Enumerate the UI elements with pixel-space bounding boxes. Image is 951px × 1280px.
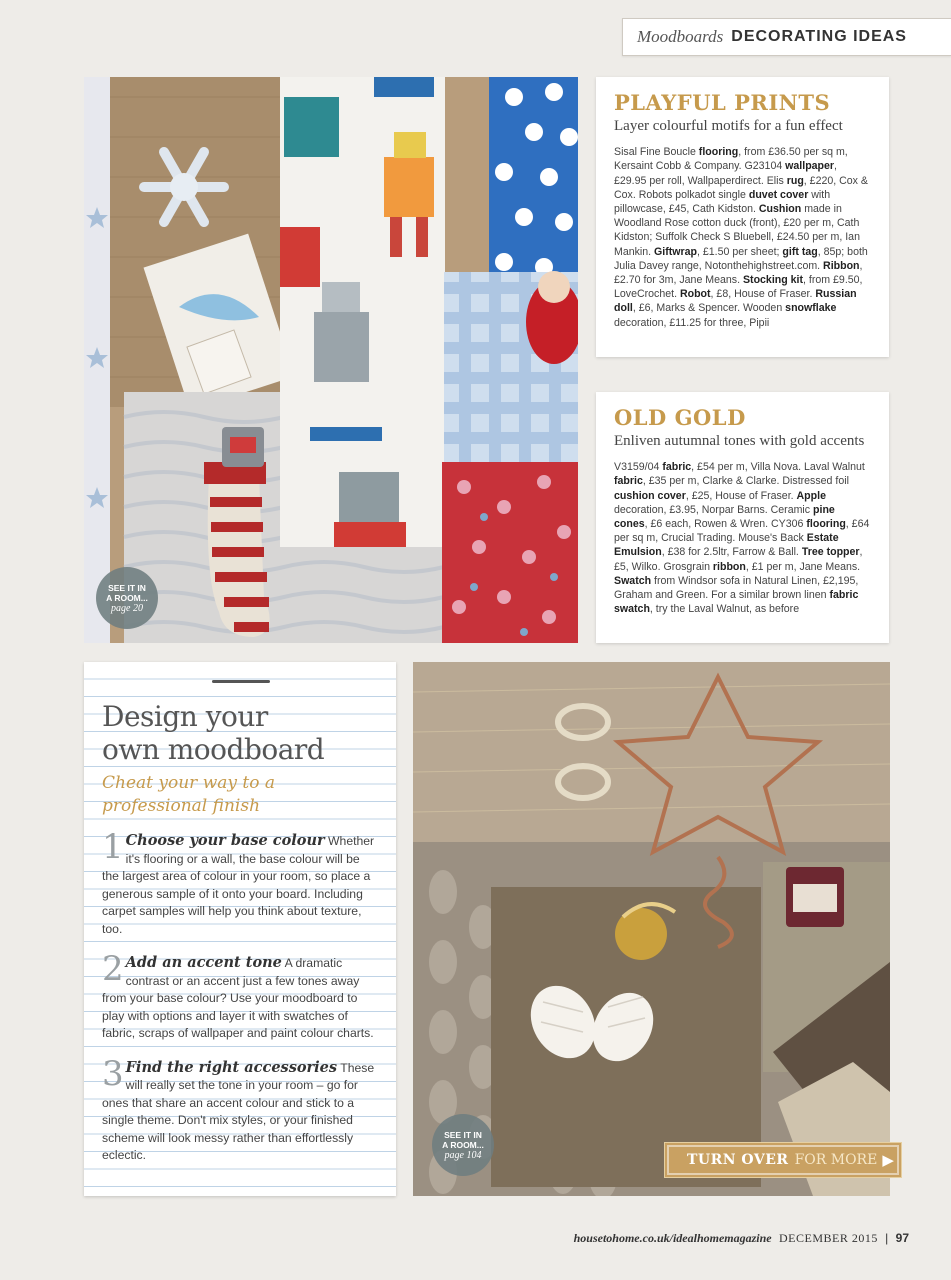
product-name: rug bbox=[786, 174, 804, 187]
old-gold-credits bbox=[614, 460, 871, 616]
section-label: Moodboards bbox=[637, 27, 724, 46]
playful-prints-credits bbox=[614, 145, 871, 330]
step-3 bbox=[102, 1053, 378, 1165]
moodboard-tips-notepad bbox=[84, 662, 396, 1196]
badge-page: page 20 bbox=[111, 602, 143, 614]
product-name: Estate Emulsion bbox=[614, 532, 839, 559]
step-text: A dramatic contrast or an accent just a few tones away from your base colour? Use your moodboard to play with options and layer it with swatches of fabric, scraps of wallpaper and paint colour charts. bbox=[102, 956, 374, 1040]
step-2 bbox=[102, 949, 378, 1043]
credit-text: from Windsor sofa in Natural Linen, £2,195, Graham and Green. For a similar brown linen bbox=[614, 574, 859, 601]
product-name: snowflake bbox=[785, 302, 837, 315]
credit-text: , from £36.50 per sq m, Kersaint Cobb & Company. G23104 bbox=[614, 146, 848, 173]
credit-text: , £29.95 per roll, Wallpaperdirect. Elis bbox=[614, 160, 837, 187]
product-name: ribbon bbox=[712, 560, 746, 573]
credit-text: , £54 per m, Villa Nova. Laval Walnut bbox=[691, 461, 865, 474]
notepad-tagline-line1: Cheat your way to a bbox=[102, 773, 276, 793]
credit-text: Sisal Fine Boucle bbox=[614, 146, 699, 159]
credit-text: , £1.50 per sheet; bbox=[697, 245, 783, 258]
notepad-title-line2: own moodboard bbox=[102, 733, 325, 766]
badge-line1: SEE IT IN bbox=[108, 582, 146, 593]
credit-text: , £1 per m, Jane Means. bbox=[745, 560, 861, 573]
product-name: pine cones bbox=[614, 503, 835, 530]
product-name: gift tag bbox=[782, 245, 818, 258]
notepad-title-line1: Design your bbox=[102, 700, 268, 733]
credit-text: , 85p; both Julia Davey range, Notonthehighstreet.com. bbox=[614, 245, 868, 272]
credit-text: , £220, Cox & Cox. Robots polkadot single bbox=[614, 174, 868, 201]
product-name: Stocking kit bbox=[742, 273, 804, 286]
credit-text: , £35 per m, Clarke & Clarke. Distressed foil bbox=[642, 475, 849, 488]
product-name: Tree topper bbox=[801, 546, 860, 559]
old-gold-subtitle: Enliven autumnal tones with gold accents bbox=[614, 433, 865, 450]
play-arrow-icon: ▶ bbox=[882, 1152, 894, 1169]
playful-prints-photo bbox=[84, 77, 578, 643]
see-it-in-a-room-badge[interactable] bbox=[96, 567, 158, 629]
product-name: fabric bbox=[662, 461, 692, 474]
playful-prints-title: PLAYFUL PRINTS bbox=[614, 90, 831, 115]
credit-text: V3159/04 bbox=[614, 461, 663, 474]
credit-text: , £5, Wilko. Grosgrain bbox=[614, 546, 863, 573]
notepad-clip bbox=[212, 680, 270, 683]
badge-line1: SEE IT IN bbox=[444, 1129, 482, 1140]
badge-line2: A ROOM... bbox=[106, 592, 148, 603]
step-1 bbox=[102, 827, 378, 938]
product-name: Giftwrap bbox=[654, 245, 698, 258]
credit-text: decoration, £11.25 for three, Pipii bbox=[614, 316, 770, 329]
product-name: Cushion bbox=[758, 202, 802, 215]
step-number: 3 bbox=[102, 1053, 124, 1094]
page-footer bbox=[574, 1231, 909, 1246]
old-gold-card bbox=[596, 392, 889, 643]
notepad-title bbox=[102, 700, 378, 766]
credit-text: , £38 for 2.5ltr, Farrow & Ball. bbox=[661, 546, 802, 559]
section-header-tab bbox=[622, 18, 951, 56]
old-gold-title: OLD GOLD bbox=[614, 405, 746, 430]
step-text: These will really set the tone in your room – go for ones that share an accent colour and stick to a single theme. Don't mix styles, or your finished scheme will look messy rather than effortlessly eclectic. bbox=[102, 1060, 375, 1162]
step-heading: Find the right accessories bbox=[125, 1058, 338, 1076]
credit-text: , £2.70 for 3m, Jane Means. bbox=[614, 259, 863, 286]
credit-text: , £8, House of Fraser. bbox=[710, 288, 816, 301]
old-gold-photo bbox=[413, 662, 890, 1196]
product-name: wallpaper bbox=[785, 160, 835, 173]
credit-text: , try the Laval Walnut, as before bbox=[649, 603, 800, 616]
product-name: flooring bbox=[806, 517, 846, 530]
product-name: Robot bbox=[679, 288, 711, 301]
credit-text: decoration, £3.95, Norpar Barns. Ceramic bbox=[614, 503, 814, 516]
product-name: flooring bbox=[698, 146, 739, 159]
notepad-tagline-line2: professional finish bbox=[102, 796, 261, 816]
step-number: 2 bbox=[102, 949, 124, 989]
footer-url[interactable]: housetohome.co.uk/idealhomemagazine bbox=[573, 1231, 772, 1245]
product-name: Apple bbox=[796, 489, 826, 502]
credit-text: made in Woodland Rose cotton duck (front), £20 per m, Cath Kidston; Suffolk Check S Bluebell, £24.50 per m, Ian Mankin. bbox=[614, 202, 860, 258]
section-title: DECORATING IDEAS bbox=[731, 28, 907, 45]
playful-prints-subtitle: Layer colourful motifs for a fun effect bbox=[614, 118, 843, 135]
badge-page: page 104 bbox=[444, 1149, 482, 1161]
for-more-label: FOR MORE bbox=[794, 1152, 878, 1168]
step-heading: Add an accent tone bbox=[125, 954, 282, 971]
step-text: Whether it's flooring or a wall, the base colour will be the largest area of colour in your room, so place a generous sample of it onto your board. Including carpet samples will help you think about texture, too. bbox=[102, 834, 375, 936]
see-it-in-a-room-badge[interactable] bbox=[432, 1114, 494, 1176]
credit-text: , £64 per sq m, Crucial Trading. Mouse's Back bbox=[614, 517, 870, 545]
product-name: cushion cover bbox=[614, 489, 686, 502]
product-name: fabric swatch bbox=[614, 588, 859, 616]
badge-line2: A ROOM... bbox=[442, 1139, 484, 1150]
product-name: fabric bbox=[614, 475, 643, 488]
turn-over-label: TURN OVER bbox=[687, 1152, 789, 1168]
step-number: 1 bbox=[102, 827, 124, 867]
credit-text: , £6 each, Rowen & Wren. CY306 bbox=[644, 517, 807, 530]
turn-over-banner[interactable] bbox=[664, 1142, 902, 1178]
credit-text: , £25, House of Fraser. bbox=[685, 489, 797, 502]
playful-prints-card bbox=[596, 77, 889, 357]
product-name: Swatch bbox=[614, 574, 652, 587]
product-name: Ribbon bbox=[823, 259, 860, 272]
product-name: Russian doll bbox=[614, 288, 857, 315]
notepad-tagline bbox=[102, 772, 378, 818]
credit-text: with pillowcase, £45, Cath Kidston. bbox=[614, 188, 831, 215]
footer-separator: | bbox=[885, 1231, 889, 1245]
footer-date: DECEMBER 2015 bbox=[778, 1231, 878, 1245]
credit-text: , £6, Marks & Spencer. Wooden bbox=[632, 302, 786, 315]
step-heading: Choose your base colour bbox=[125, 832, 325, 849]
product-name: duvet cover bbox=[748, 188, 809, 201]
page-number: 97 bbox=[895, 1231, 909, 1245]
credit-text: , from £9.50, LoveCrochet. bbox=[614, 273, 863, 301]
